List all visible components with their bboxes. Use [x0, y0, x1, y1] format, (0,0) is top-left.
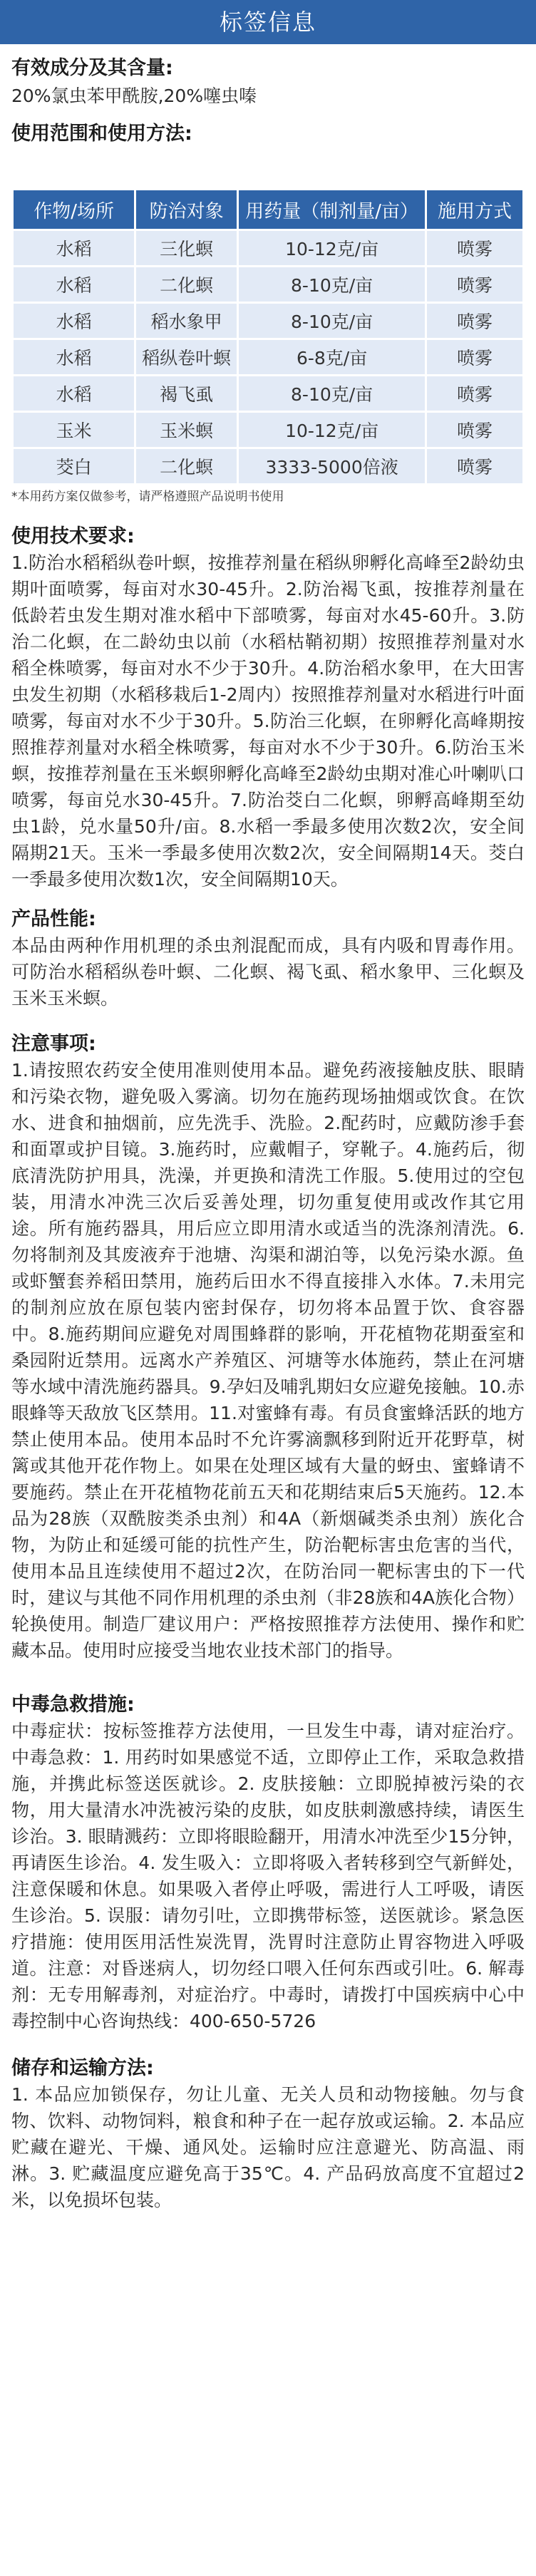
label-content	[0, 44, 536, 2213]
first-aid-text: 中毒症状：按标签推荐方法使用，一旦发生中毒，请对症治疗。 中毒急救：1. 用药时如果感觉不适，立即停止工作，采取急救措施，并携此标签送医就诊。2. 皮肤接触：立即脱掉被污染的衣物，用大量清水冲洗被污染的皮肤，如皮肤刺激感持续，请医生诊治。3. 眼睛溅药：立即将眼睑翻开，用清水冲洗至少15分钟，再请医生诊治。4. 发生吸入：立即将吸入者转移到空气新鲜处，注意保暖和休息。如果吸入者停止呼吸，需进行人工呼吸，请医生诊治。5. 误服：请勿引吐，立即携带标签，送医就诊。紧急医疗措施：使用医用活性炭洗胃，洗胃时注意防止胃容物进入呼吸道。注意：对昏迷病人，切勿经口喂入任何东西或引吐。6. 解毒剂：无专用解毒剂，对症治疗。中毒时，请拨打中国疾病中心中毒控制中心咨询热线：400-650-5726	[11, 1721, 525, 2031]
technique-title: 使用技术要求:	[11, 525, 135, 547]
table-cell: 稻水象甲	[136, 304, 237, 338]
storage-title: 储存和运输方法:	[11, 2057, 154, 2079]
dosage-table-header	[14, 190, 522, 229]
table-cell: 喷雾	[427, 340, 522, 374]
table-cell: 3333-5000倍液	[239, 449, 425, 483]
table-row	[14, 267, 522, 302]
table-cell: 水稻	[14, 267, 134, 302]
table-row	[14, 304, 522, 338]
precautions-text: 1.请按照农药安全使用准则使用本品。避免药液接触皮肤、眼睛和污染衣物，避免吸入雾滴。切勿在施药现场抽烟或饮食。在饮水、进食和抽烟前，应先洗手、洗脸。2.配药时，应戴防渗手套和面罩或护目镜。3.施药时，应戴帽子，穿靴子。4.施药后，彻底清洗防护用具，洗澡，并更换和清洗工作服。5.使用过的空包装，用清水冲洗三次后妥善处理，切勿重复使用或改作其它用途。所有施药器具，用后应立即用清水或适当的洗涤剂清洗。6.勿将制剂及其废液弃于池塘、沟渠和湖泊等，以免污染水源。鱼或虾蟹套养稻田禁用，施药后田水不得直接排入水体。7.未用完的制剂应放在原包装内密封保存，切勿将本品置于饮、食容器中。8.施药期间应避免对周围蜂群的影响，开花植物花期蚕室和桑园附近禁用。远离水产养殖区、河塘等水体施药，禁止在河塘等水域中清洗施药器具。9.孕妇及哺乳期妇女应避免接触。10.赤眼蜂等天敌放飞区禁用。11.对蜜蜂有毒。有员食蜜蜂活跃的地方禁止使用本品。使用本品时不允许雾滴飘移到附近开花野草，树篱或其他开花作物上。如果在处理区域有大量的蚜虫、蜜蜂请不要施药。禁止在开花植物花前五天和花期结束后5天施药。12.本品为28族（双酰胺类杀虫剂）和4A（新烟碱类杀虫剂）族化合物，为防止和延缓可能的抗性产生，防治靶标害虫危害的当代，使用本品且连续使用不超过2次，在防治同一靶标害虫的下一代时，建议与其他不同作用机理的杀虫剂（非28族和4A族化合物）轮换使用。制造厂建议用户：严格按照推荐方法使用、操作和贮藏本品。使用时应接受当地农业技术部门的指导。	[11, 1060, 525, 1661]
performance-section	[11, 892, 525, 1011]
table-cell: 茭白	[14, 449, 134, 483]
table-cell: 8-10克/亩	[239, 304, 425, 338]
usage-title: 使用范围和使用方法:	[11, 123, 192, 145]
table-row	[14, 231, 522, 265]
table-cell: 玉米	[14, 413, 134, 447]
performance-text: 本品由两种作用机理的杀虫剂混配而成，具有内吸和胃毒作用。可防治水稻稻纵卷叶螟、二化螟、褐飞虱、稻水象甲、三化螟及玉米玉米螟。	[11, 935, 525, 1009]
ingredients-title: 有效成分及其含量:	[11, 57, 173, 79]
table-cell: 喷雾	[427, 267, 522, 302]
table-cell: 喷雾	[427, 376, 522, 411]
table-row	[14, 449, 522, 483]
table-cell: 三化螟	[136, 231, 237, 265]
storage-section	[11, 2034, 525, 2213]
table-row	[14, 376, 522, 411]
table-row	[14, 340, 522, 374]
dosage-table	[11, 188, 525, 485]
column-header: 防治对象	[136, 190, 237, 229]
table-cell: 玉米螟	[136, 413, 237, 447]
table-cell: 二化螟	[136, 449, 237, 483]
table-cell: 喷雾	[427, 231, 522, 265]
column-header: 作物/场所	[14, 190, 134, 229]
precautions-section	[11, 1011, 525, 1664]
table-cell: 喷雾	[427, 413, 522, 447]
column-header: 用药量（制剂量/亩）	[239, 190, 425, 229]
header-title: 标签信息	[219, 9, 316, 36]
table-cell: 喷雾	[427, 449, 522, 483]
table-cell: 褐飞虱	[136, 376, 237, 411]
table-cell: 二化螟	[136, 267, 237, 302]
technique-text: 1.防治水稻稻纵卷叶螟，按推荐剂量在稻纵卵孵化高峰至2龄幼虫期叶面喷雾，每亩对水30-45升。2.防治褐飞虱，按推荐剂量在低龄若虫发生期对准水稻中下部喷雾，每亩对水45-60升。3.防治二化螟，在二龄幼虫以前（水稻枯鞘初期）按照推荐剂量对水稻全株喷雾，每亩对水不少于30升。4.防治稻水象甲，在大田害虫发生初期（水稻移栽后1-2周内）按照推荐剂量对水稻进行叶面喷雾，每亩对水不少于30升。5.防治三化螟，在卵孵化高峰期按照推荐剂量对水稻全株喷雾，每亩对水不少于30升。6.防治玉米螟，按推荐剂量在玉米螟卵孵化高峰至2龄幼虫期对准心叶喇叭口喷雾，每亩兑水30-45升。7.防治茭白二化螟，卵孵高峰期至幼虫1龄，兑水量50升/亩。8.水稻一季最多使用次数2次，安全间隔期21天。玉米一季最多使用次数2次，安全间隔期14天。茭白一季最多使用次数1次，安全间隔期10天。	[11, 552, 525, 890]
table-row	[14, 413, 522, 447]
performance-title: 产品性能:	[11, 908, 96, 930]
table-cell: 稻纵卷叶螟	[136, 340, 237, 374]
table-cell: 6-8克/亩	[239, 340, 425, 374]
ingredients-section	[11, 44, 525, 110]
table-cell: 8-10克/亩	[239, 267, 425, 302]
table-cell: 水稻	[14, 304, 134, 338]
column-header: 施用方式	[427, 190, 522, 229]
table-cell: 水稻	[14, 376, 134, 411]
table-cell: 8-10克/亩	[239, 376, 425, 411]
technique-section	[11, 505, 525, 892]
storage-text: 1. 本品应加锁保存，勿让儿童、无关人员和动物接触。勿与食物、饮料、动物饲料，粮食和种子在一起存放或运输。2. 本品应贮藏在避光、干燥、通风处。运输时应注意避光、防高温、雨淋。3. 贮藏温度应避免高于35℃。4. 产品码放高度不宜超过2米，以免损坏包装。	[11, 2084, 525, 2210]
table-cell: 喷雾	[427, 304, 522, 338]
table-cell: 水稻	[14, 340, 134, 374]
table-cell: 水稻	[14, 231, 134, 265]
table-cell: 10-12克/亩	[239, 413, 425, 447]
header-bar	[0, 0, 536, 44]
precautions-title: 注意事项:	[11, 1033, 96, 1055]
ingredients-text: 20%氯虫苯甲酰胺,20%噻虫嗪	[11, 86, 257, 106]
first-aid-title: 中毒急救措施:	[11, 1694, 135, 1716]
table-cell: 10-12克/亩	[239, 231, 425, 265]
usage-section	[11, 110, 525, 505]
dosage-note: *本用药方案仅做参考，请严格遵照产品说明书使用	[11, 490, 284, 504]
first-aid-section	[11, 1664, 525, 2034]
